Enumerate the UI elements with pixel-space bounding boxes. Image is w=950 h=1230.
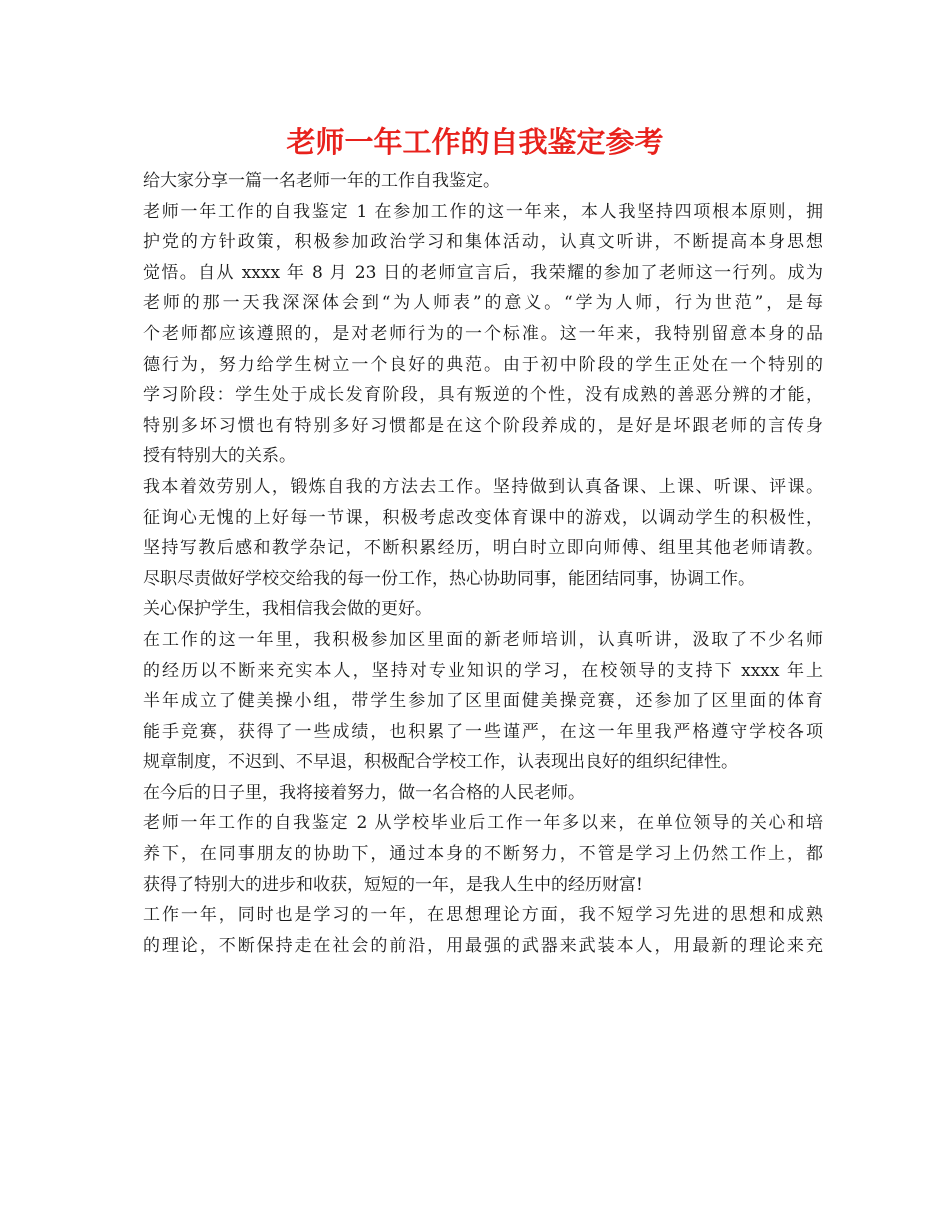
text-line: 德行为，努力给学生树立一个良好的典范。由于初中阶段的学生正处在一个特别的 xyxy=(143,354,823,375)
text-line: 特别多坏习惯也有特别多好习惯都是在这个阶段养成的，是好是坏跟老师的言传身 xyxy=(143,415,823,436)
text-line: 老师的那一天我深深体会到“为人师表”的意义。“学为人师，行为世范”，是每 xyxy=(143,293,823,314)
text-line: 护党的方针政策，积极参加政治学习和集体活动，认真文听讲，不断提高本身思想 xyxy=(143,232,823,253)
document-title: 老师一年工作的自我鉴定参考 xyxy=(286,125,664,159)
text-line: 的理论，不断保持走在社会的前沿，用最强的武器来武装本人，用最新的理论来充 xyxy=(143,935,823,956)
text-line: 工作一年，同时也是学习的一年，在思想理论方面，我不短学习先进的思想和成熟 xyxy=(143,905,823,926)
text-line: 我本着效劳别人，锻炼自我的方法去工作。坚持做到认真备课、上课、听课、评课。 xyxy=(143,476,823,497)
text-line: 老师一年工作的自我鉴定 1 在参加工作的这一年来，本人我坚持四项根本原则，拥 xyxy=(143,201,823,222)
text-line: 养下，在同事朋友的协助下，通过本身的不断努力，不管是学习上仍然工作上，都 xyxy=(143,844,823,865)
document-body xyxy=(143,166,823,961)
text-line: 授有特别大的关系。 xyxy=(143,446,296,467)
text-line: 能手竞赛，获得了一些成绩，也积累了一些谨严，在这一年里我严格遵守学校各项 xyxy=(143,721,823,742)
text-line: 坚持写教后感和教学杂记，不断积累经历，明白时立即向师傅、组里其他老师请教。 xyxy=(143,538,823,559)
text-line: 在今后的日子里，我将接着努力，做一名合格的人民老师。 xyxy=(143,782,585,803)
text-line: 征询心无愧的上好每一节课，积极考虑改变体育课中的游戏，以调动学生的积极性， xyxy=(143,507,823,528)
text-line: 尽职尽责做好学校交给我的每一份工作，热心协助同事，能团结同事，协调工作。 xyxy=(143,568,755,589)
text-line: 半年成立了健美操小组，带学生参加了区里面健美操竞赛，还参加了区里面的体育 xyxy=(143,691,823,712)
text-line: 觉悟。自从 xxxx 年 8 月 23 日的老师宣言后，我荣耀的参加了老师这一行列。成为 xyxy=(143,262,823,283)
text-line: 规章制度，不迟到、不早退，积极配合学校工作，认表现出良好的组织纪律性。 xyxy=(143,752,738,773)
text-line: 学习阶段：学生处于成长发育阶段，具有叛逆的个性，没有成熟的善恶分辨的才能， xyxy=(143,385,823,406)
text-line: 老师一年工作的自我鉴定 2 从学校毕业后工作一年多以来，在单位领导的关心和培 xyxy=(143,813,823,834)
text-line: 个老师都应该遵照的，是对老师行为的一个标准。这一年来，我特别留意本身的品 xyxy=(143,323,823,344)
text-line: 关心保护学生，我相信我会做的更好。 xyxy=(143,599,432,620)
text-line: 获得了特别大的进步和收获，短短的一年，是我人生中的经历财富! xyxy=(143,874,643,895)
text-line: 在工作的这一年里，我积极参加区里面的新老师培训，认真听讲，汲取了不少名师 xyxy=(143,629,823,650)
text-line: 的经历以不断来充实本人，坚持对专业知识的学习，在校领导的支持下 xxxx 年上 xyxy=(143,660,823,681)
text-line: 给大家分享一篇一名老师一年的工作自我鉴定。 xyxy=(143,171,500,191)
